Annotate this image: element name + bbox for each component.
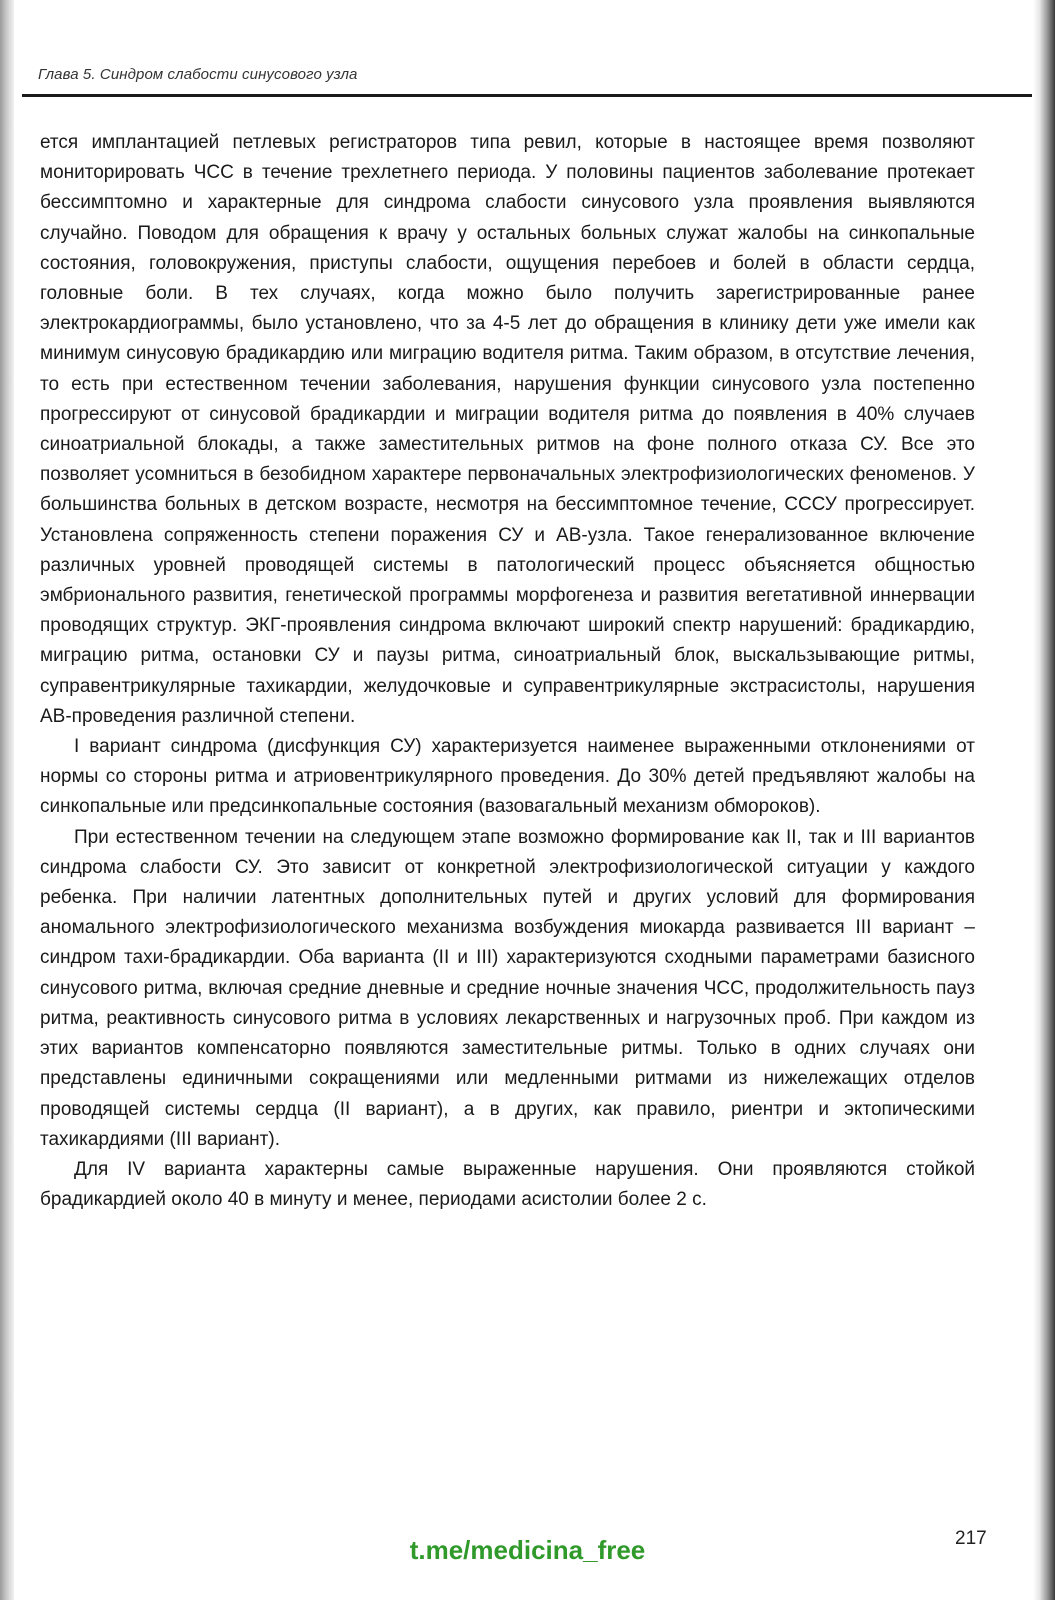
paragraph-variants-2-3: При естественном течении на следующем этапе возможно формирование как II, так и III вариантов синдрома слабости СУ. Это зависит от конкретной электрофизиологической ситуации у каждого ребенка. При наличии латентных дополнительных путей и других условий для формирования аномального электрофизиологического механизма возбуждения миокарда развивается III вариант – синдром тахи-брадикардии. Оба варианта (II и III) характеризуются сходными параметрами базисного синусового ритма, включая средние дневные и средние ночные значения ЧСС, продолжительность пауз ритма, реактивность синусового ритма в условиях лекарственных и нагрузочных проб. При каждом из этих вариантов компенсаторно появляются заместительные ритмы. Только в одних случаях они представлены единичными сокращениями или медленными ритмами из нижележащих отделов проводящей системы сердца (II вариант), а в других, как правило, риентри и эктопическими тахикардиями (III вариант).: [40, 826, 975, 1150]
paragraph-variant-1: I вариант синдрома (дисфункция СУ) характеризуется наименее выраженными отклонениями от нормы со стороны ритма и атриовентрикулярного проведения. До 30% детей предъявляют жалобы на синкопальные или предсинкопальные состояния (вазовагальный механизм обмороков).: [40, 736, 975, 818]
running-header: Глава 5. Синдром слабости синусового узла: [38, 66, 358, 83]
main-text: [40, 128, 975, 1215]
page-number: 217: [955, 1528, 987, 1549]
paragraph-continued: ется имплантацией петлевых регистраторов типа ревил, которые в настоящее время позволяют мониторировать ЧСС в течение трехлетнего периода. У половины пациентов заболевание протекает бессимптомно и характерные для синдрома слабости синусового узла проявления выявляются случайно. Поводом для обращения к врачу у остальных больных служат жалобы на синкопальные состояния, головокружения, приступы слабости, ощущения перебоев и болей в области сердца, головные боли. В тех случаях, когда можно было получить зарегистрированные ранее электрокардиограммы, было установлено, что за 4-5 лет до обращения в клинику дети уже имели как минимум синусовую брадикардию или миграцию водителя ритма. Таким образом, в отсутствие лечения, то есть при естественном течении заболевания, нарушения функции синусового узла постепенно прогрессируют от синусовой брадикардии и миграции водителя ритма до появления в 40% случаев синоатриальной блокады, а также заместительных ритмов на фоне полного отказа СУ. Все это позволяет усомниться в безобидном характере первоначальных электрофизиологических феноменов. У большинства больных в детском возрасте, несмотря на бессимптомное течение, СССУ прогрессирует. Установлена сопряженность степени поражения СУ и АВ-узла. Такое генерализованное включение различных уровней проводящей системы в патологический процесс объясняется общностью эмбрионального развития, генетической программы морфогенеза и развития вегетативной иннервации проводящих структур. ЭКГ-проявления синдрома включают широкий спектр нарушений: брадикардию, миграцию ритма, остановки СУ и паузы ритма, синоатриальный блок, выскальзывающие ритмы, суправентрикулярные тахикардии, желудочковые и суправентрикулярные экстрасистолы, нарушения АВ-проведения различной степени.: [40, 132, 975, 727]
paragraph-variant-4: Для IV варианта характерны самые выраженные нарушения. Они проявляются стойкой брадикардией около 40 в минуту и менее, периодами асистолии более 2 с.: [40, 1158, 975, 1211]
page-right-edge-shadow: [1033, 0, 1055, 1600]
watermark-link[interactable]: t.me/medicina_free: [409, 1535, 646, 1565]
page-left-edge-shadow: [0, 0, 14, 1600]
header-divider: [22, 94, 1032, 97]
